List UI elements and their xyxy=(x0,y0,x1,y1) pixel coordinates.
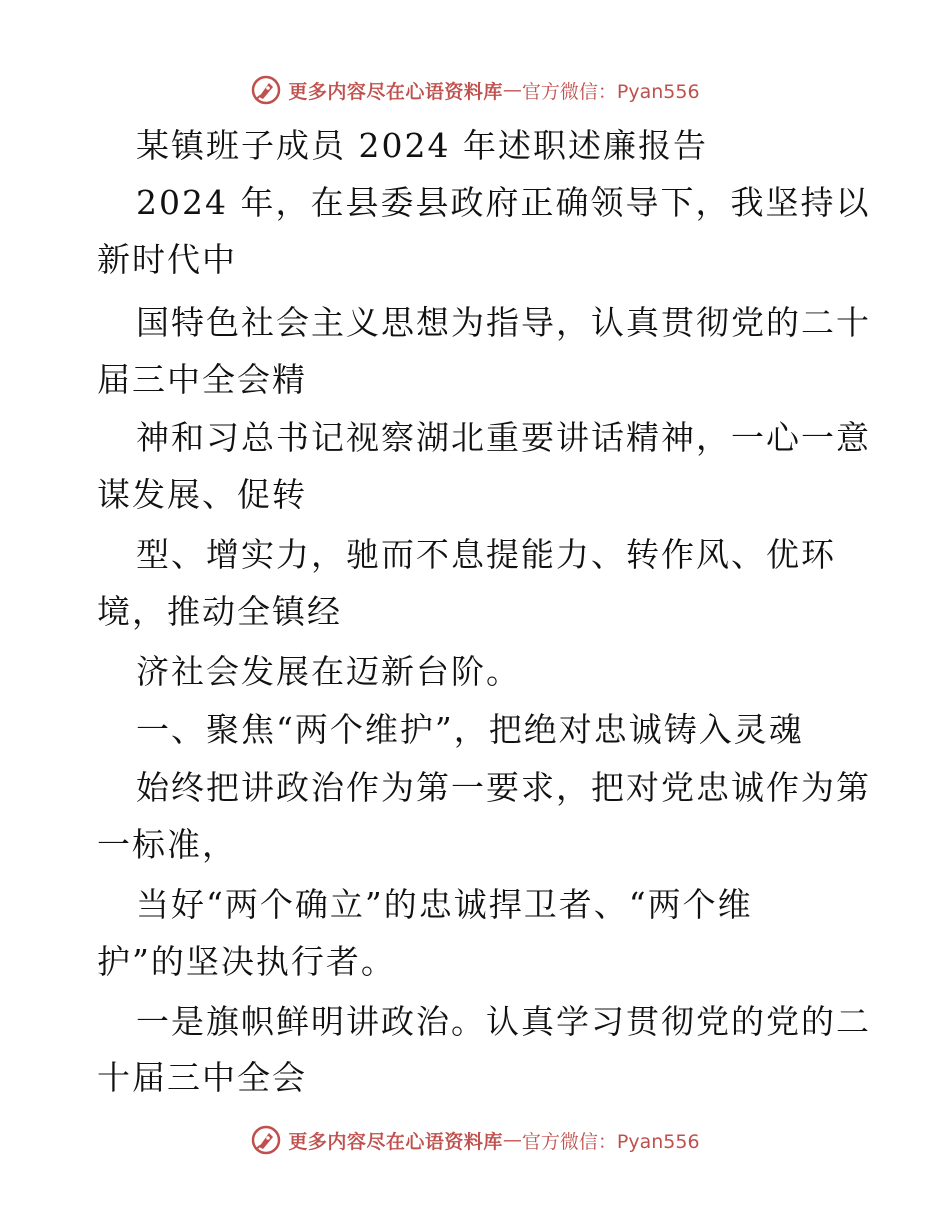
paragraph-line: 始终把讲政治作为第一要求，把对党忠诚作为第 xyxy=(136,768,871,807)
watermark-banner-bottom xyxy=(0,1120,950,1160)
pen-nib-logo-icon xyxy=(250,1124,282,1156)
document-title: 某镇班子成员 2024 年述职述廉报告 xyxy=(136,126,708,165)
paragraph-line: 2024 年，在县委县政府正确领导下，我坚持以 xyxy=(136,183,871,222)
paragraph-line: 当好“两个确立”的忠诚捍卫者、“两个维 xyxy=(136,885,753,924)
watermark-main-text: 更多内容尽在心语资料库 xyxy=(288,80,503,103)
watermark-main-text: 更多内容尽在心语资料库 xyxy=(288,1130,503,1153)
paragraph-line: 届三中全会精 xyxy=(97,360,307,399)
section-heading: 一、聚焦“两个维护”，把绝对忠诚铸入灵魂 xyxy=(136,710,804,749)
paragraph-line: 国特色社会主义思想为指导，认真贯彻党的二十 xyxy=(136,303,871,342)
paragraph-line: 型、增实力，驰而不息提能力、转作风、优环 xyxy=(136,535,836,574)
paragraph-line: 神和习总书记视察湖北重要讲话精神，一心一意 xyxy=(136,418,871,457)
paragraph-line: 新时代中 xyxy=(97,240,237,279)
pen-nib-logo-icon xyxy=(250,74,282,106)
paragraph-line: 一是旗帜鲜明讲政治。认真学习贯彻党的党的二 xyxy=(136,1002,871,1041)
paragraph-line: 济社会发展在迈新台阶。 xyxy=(136,652,521,691)
paragraph-line: 护”的坚决执行者。 xyxy=(97,942,396,981)
watermark-contact-text: 官方微信：Pyan556 xyxy=(521,1130,700,1153)
watermark-separator: — xyxy=(502,79,522,101)
watermark-banner-top xyxy=(0,70,950,110)
paragraph-line: 境，推动全镇经 xyxy=(97,592,342,631)
paragraph-line: 十届三中全会 xyxy=(97,1058,307,1097)
paragraph-line: 谋发展、促转 xyxy=(97,475,307,514)
paragraph-line: 一标准， xyxy=(97,825,237,864)
watermark-contact-text: 官方微信：Pyan556 xyxy=(521,80,700,103)
watermark-separator: — xyxy=(502,1129,522,1151)
